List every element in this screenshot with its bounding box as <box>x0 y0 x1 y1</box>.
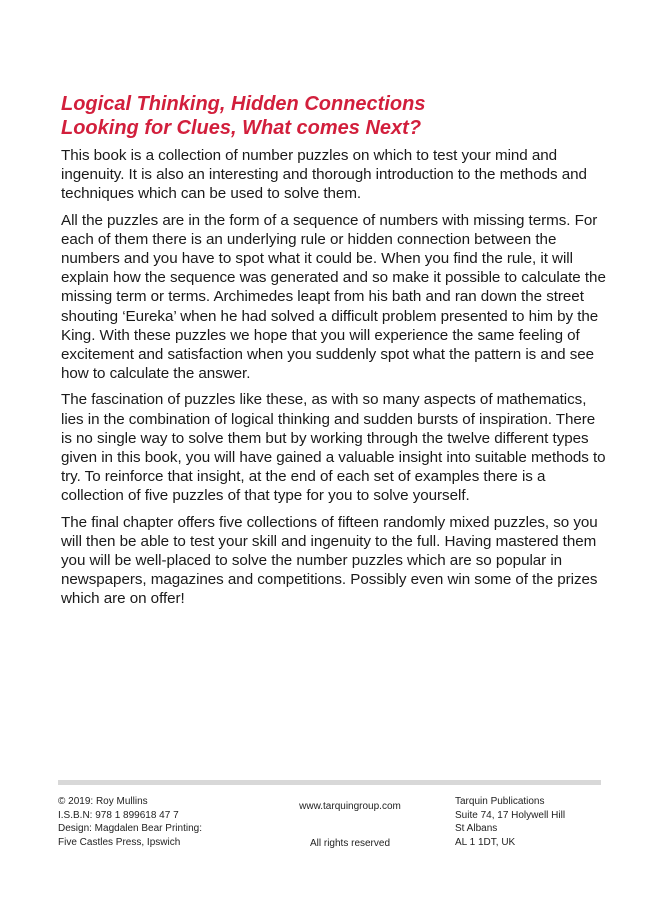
main-content <box>61 92 606 616</box>
publisher-name: Tarquin Publications <box>455 796 545 807</box>
website-link[interactable]: www.tarquingroup.com <box>299 801 401 812</box>
copyright-block <box>58 795 258 849</box>
intro-paragraph: This book is a collection of number puzzles on which to test your mind and ingenuity. It is also an interesting and thorough introduction to the methods and techniques which can be used to solve them. <box>61 147 587 203</box>
heading <box>61 92 606 140</box>
postcode-line: AL 1 1DT, UK <box>455 836 516 848</box>
isbn-line: I.S.B.N: 978 1 899618 47 7 <box>58 809 179 821</box>
printer-line: Five Castles Press, Ipswich <box>58 836 181 848</box>
design-line: Design: Magdalen Bear Printing: <box>58 823 202 834</box>
publisher-address <box>455 795 615 849</box>
footer-divider <box>58 780 601 785</box>
rights-notice: All rights reserved <box>309 837 391 849</box>
heading-line-1: Logical Thinking, Hidden Connections <box>61 93 426 115</box>
address-line-2: St Albans <box>455 823 498 834</box>
address-line-1: Suite 74, 17 Holywell Hill <box>455 809 566 821</box>
center-footer <box>270 795 430 850</box>
heading-line-2: Looking for Clues, What comes Next? <box>61 117 422 139</box>
puzzles-paragraph: All the puzzles are in the form of a sequence of numbers with missing terms. For each of them there is an underlying rule or hidden connection between the numbers and you have to spot what it could be. When you find the rule, it will explain how the sequence was generated and so make it possible to calculate the missing term or terms. Archimedes leapt from his bath and ran down the street shouting ‘Eureka’ when he had solved a difficult problem presented to him by the King. With these puzzles we hope that you will experience the same feeling of excitement and satisfaction when you suddenly spot what the pattern is and see how to calculate the answer. <box>61 211 606 383</box>
final-chapter-paragraph: The final chapter offers five collections of fifteen randomly mixed puzzles, so you will then be able to test your skill and ingenuity to the full. Having mastered them you will be well-placed to solve the number puzzles which are so popular in newspapers, magazines and competitions. Possibly even win some of the prizes which are on offer! <box>61 513 598 608</box>
fascination-paragraph: The fascination of puzzles like these, as with so many aspects of mathematics, lies in the combination of logical thinking and sudden bursts of inspiration. There is no single way to solve them but by working through the twelve different types given in this book, you will have gained a valuable insight into suitable methods to try. To reinforce that insight, at the end of each set of examples there is a collection of five puzzles of that type for you to solve yourself. <box>61 391 606 505</box>
copyright-line: © 2019: Roy Mullins <box>58 796 148 807</box>
